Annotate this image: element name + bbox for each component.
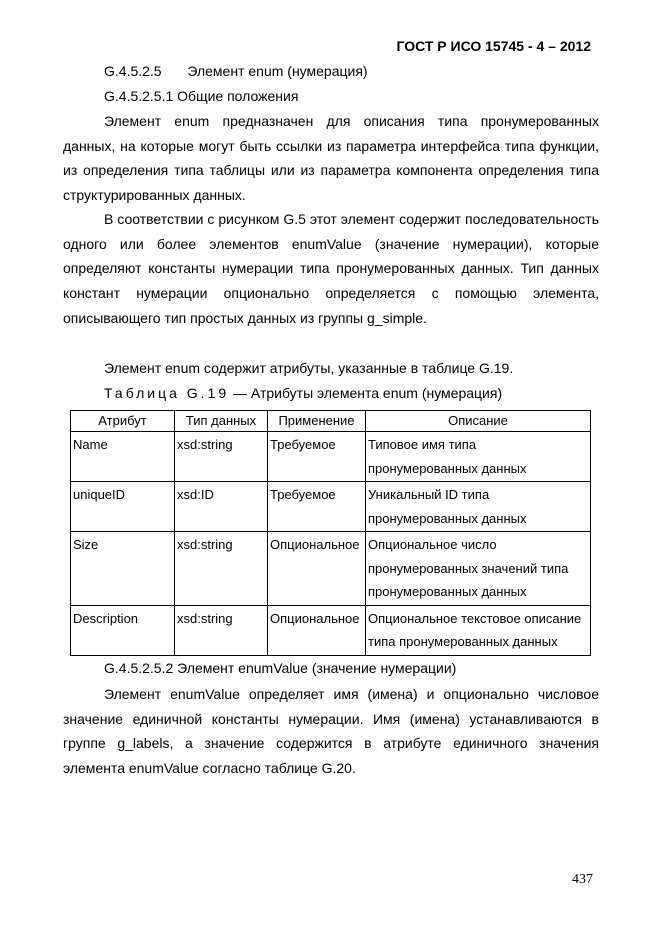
column-header: Применение [268,411,366,432]
table-cell: Опциональное [268,605,366,655]
column-header: Атрибут [71,411,175,432]
table-cell: xsd:ID [175,482,268,532]
section-title: Элемент enum (нумерация) [187,63,368,79]
table-cell: Опциональное [268,532,366,606]
table-cell: xsd:string [175,432,268,482]
table-cell: Name [71,432,175,482]
table-cell: xsd:string [175,605,268,655]
section-heading [104,63,368,79]
table-row [71,605,591,655]
table-cell: Опциональное текстовое описание типа пронумерованных данных [366,605,591,655]
table-caption [104,385,502,401]
subsection-title: Элемент enumValue (значение нумерации) [177,660,457,676]
subsection-number: G.4.5.2.5.2 [104,660,174,676]
table-cell: Требуемое [268,482,366,532]
attributes-table [70,410,591,656]
table-cell: uniqueID [71,482,175,532]
table-cell: Требуемое [268,432,366,482]
table-caption-text: — Атрибуты элемента enum (нумерация) [233,385,503,401]
subsection-title: Общие положения [177,88,299,104]
table-cell: Опциональное число пронумерованных значений типа пронумерованных данных [366,532,591,606]
table-row [71,532,591,606]
section-number: G.4.5.2.5 [104,63,162,79]
paragraph-enum-contents: В соответствии с рисунком G.5 этот элемент содержит последовательность одного или более элементов enumValue (значение нумерации), которые определяют константы нумерации типа пронумерованных данных. Тип данных констант нумерации опционально определяется с помощью элемента, описывающего тип простых данных из группы g_simple. [63,211,599,326]
table-cell: Типовое имя типа пронумерованных данных [366,432,591,482]
paragraph-enum-purpose: Элемент enum предназначен для описания типа пронумерованных данных, на которые могут быть ссылки из параметра интерфейса типа функции, из определения типа таблицы или из параметра компонента определения типа структурированных данных. [63,113,599,204]
subsection-heading-2 [104,660,456,676]
column-header: Описание [366,411,591,432]
paragraph-enum-attributes: Элемент enum содержит атрибуты, указанные в таблице G.19. [104,360,514,376]
paragraph-enumvalue: Элемент enumValue определяет имя (имена) и опционально числовое значение единичной константы нумерации. Имя (имена) устанавливаются в группе g_labels, а значение содержится в атрибуте единичного значения элемента enumValue согласно таблице G.20. [63,686,599,777]
table-cell: Уникальный ID типа пронумерованных данных [366,482,591,532]
table-row [71,432,591,482]
document-header: ГОСТ Р ИСО 15745 - 4 – 2012 [396,38,591,54]
column-header: Тип данных [175,411,268,432]
table-row [71,482,591,532]
table-cell: Description [71,605,175,655]
page-number: 437 [572,872,593,887]
subsection-heading [104,88,298,104]
table-caption-label: Таблица G.19 [104,385,230,401]
table-header-row [71,411,591,432]
subsection-number: G.4.5.2.5.1 [104,88,174,104]
table-cell: Size [71,532,175,606]
table-cell: xsd:string [175,532,268,606]
